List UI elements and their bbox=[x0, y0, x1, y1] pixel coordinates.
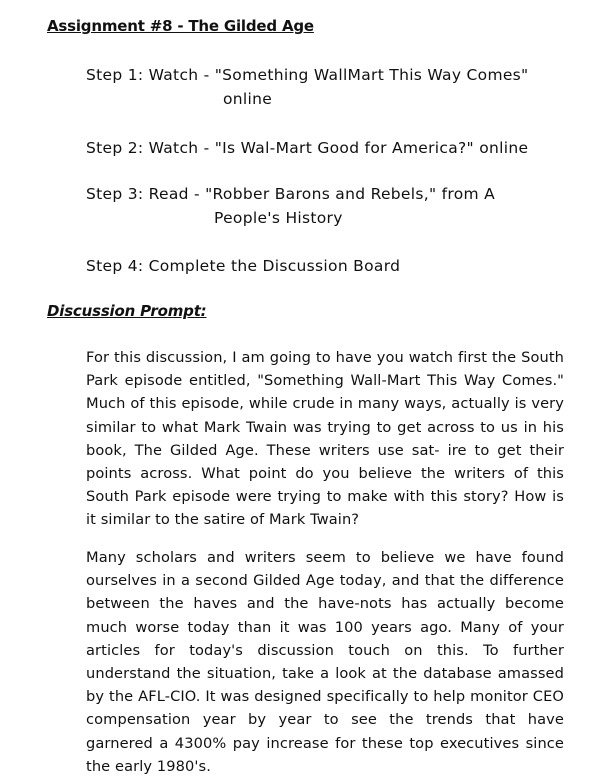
step-3 bbox=[86, 182, 566, 230]
step-4-text: Step 4: Complete the Discussion Board bbox=[86, 257, 401, 275]
prompt-paragraph-2: Many scholars and writers seem to believe we have found ourselves in a second Gilded Age today, and that the difference between the haves and the have-nots has actually become much worse today than it was 100 years ago. Many of your articles for today's discussion touch on this. To further understand the situation, take a look at the database amassed by the AFL-CIO. It was designed specifically to help monitor CEO compensation year by year to see the trends that have garnered a 4300% pay increase for these top executives since the early 1980's. bbox=[86, 549, 564, 775]
prompt-paragraph-1: For this discussion, I am going to have you watch first the South Park episode entitled, "Something Wall-Mart This Way Comes." Much of this episode, while crude in many ways, actually is very similar to what Mark Twain was trying to get across to us in his book, The Gilded Age. These writers use sat- ire to get their points across. What point do you believe the writers of this South Park episode were trying to make with this story? How is it similar to the satire of Mark Twain? bbox=[86, 349, 564, 529]
step-1-text: Step 1: Watch - "Something WallMart This Way Comes" bbox=[86, 66, 529, 84]
step-2 bbox=[86, 136, 566, 160]
step-4 bbox=[86, 254, 566, 278]
discussion-prompt-heading: Discussion Prompt: bbox=[47, 302, 207, 320]
step-1-continuation: online bbox=[223, 90, 273, 108]
step-3-continuation: People's History bbox=[214, 209, 343, 227]
assignment-title: Assignment #8 - The Gilded Age bbox=[47, 17, 314, 35]
step-1 bbox=[86, 63, 566, 111]
step-2-text: Step 2: Watch - "Is Wal-Mart Good for America?" online bbox=[86, 139, 529, 157]
step-3-text: Step 3: Read - "Robber Barons and Rebels," from A bbox=[86, 185, 496, 203]
